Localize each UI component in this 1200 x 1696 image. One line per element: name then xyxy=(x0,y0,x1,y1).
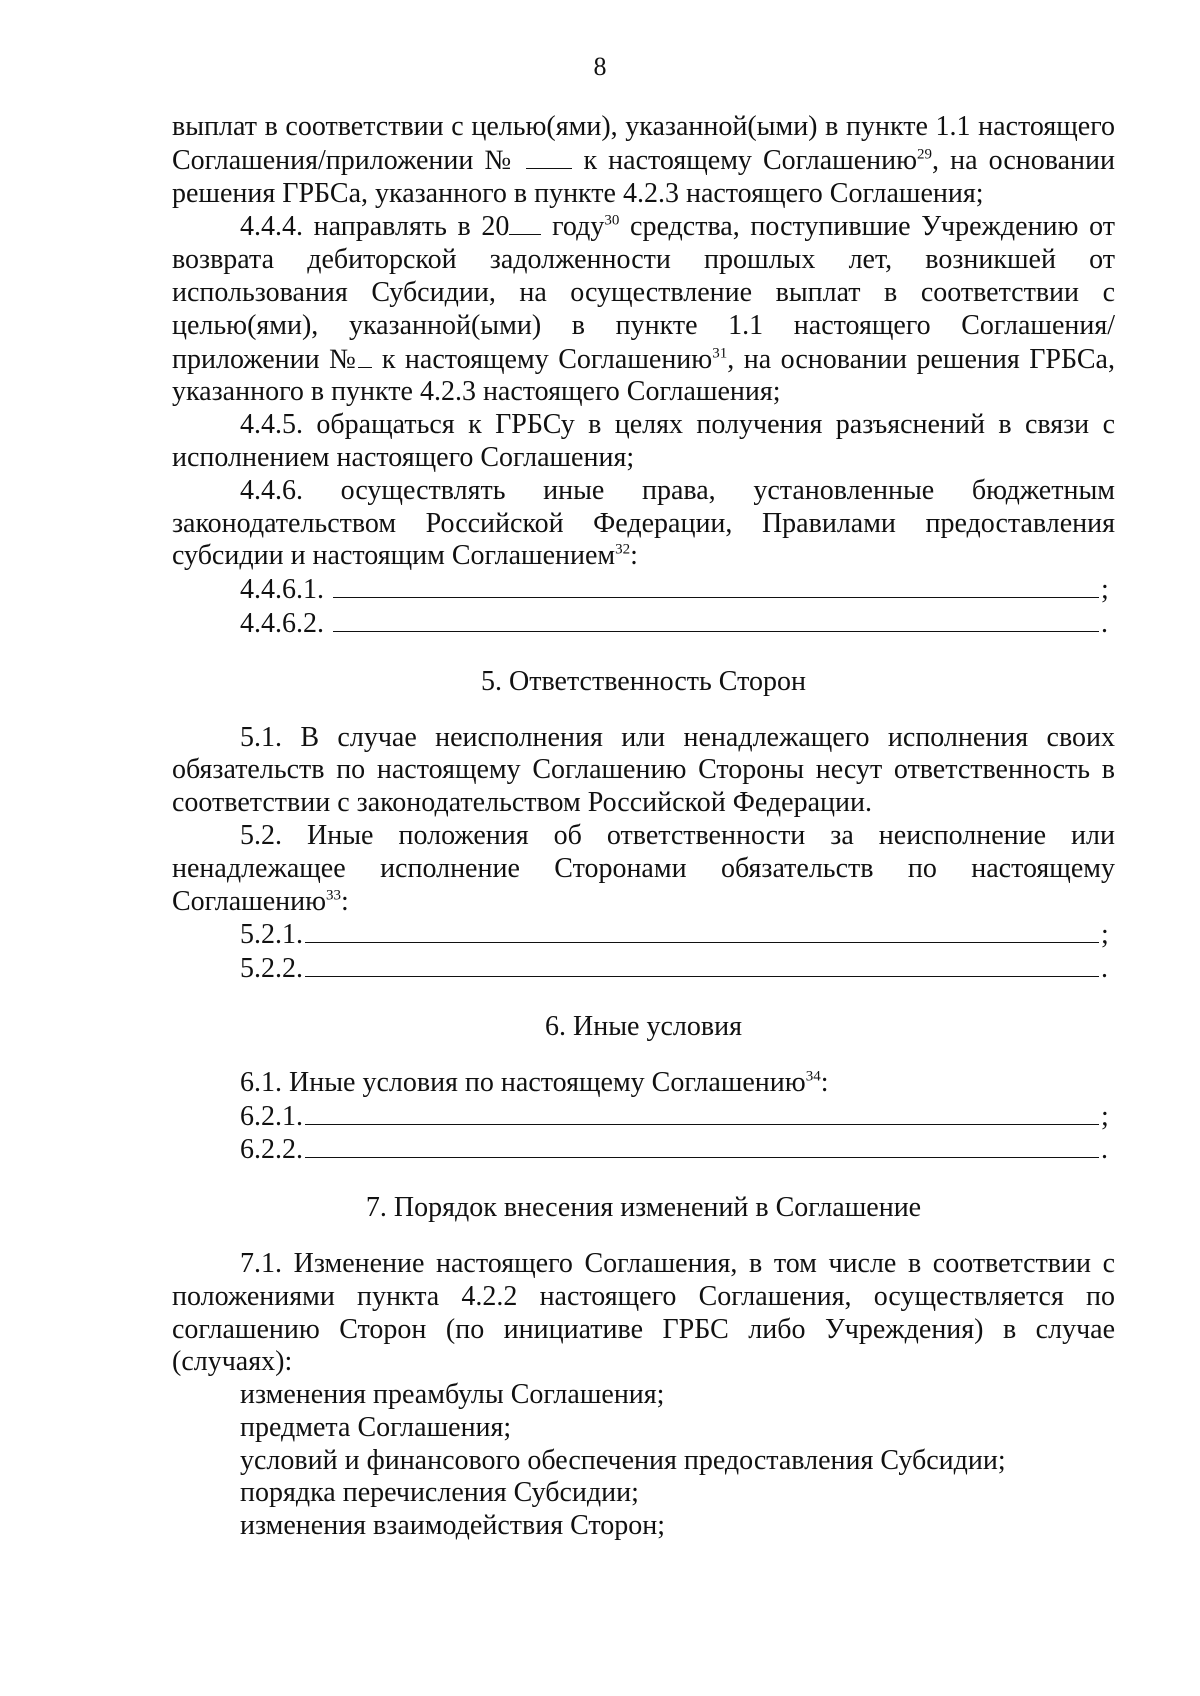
blank-field xyxy=(305,918,1099,943)
fill-line-4-4-6-1: 4.4.6.1. ; xyxy=(240,574,1109,606)
blank-number xyxy=(526,144,572,169)
clause-4-4-4: 4.4.4. направлять в 20 году$^{30}$ средства, поступившие Учреждению от возврата дебиторской задолженности прошлых лет, возникшей от использования Субсидии, на осуществление выплат в соответствии с целью(ями), указанной(ыми) в пункте 1.1 настоящего Соглашения/приложении № к настоящему Соглашению$^{31}$, на основании решения ГРБСа, указанного в пункте 4.2.3 настоящего Соглашения; xyxy=(172,211,1116,408)
blank-field xyxy=(305,952,1099,977)
clause-5-1: 5.1. В случае неисполнения или ненадлежащего исполнения своих обязательств по настоящему Соглашению Стороны несут ответственность в соответствии с законодательством Российской Федерации. xyxy=(172,721,1115,819)
clause-5-2: 5.2. Иные положения об ответственности за неисполнение или ненадлежащее исполнение Сторонами обязательств по настоящему Соглашению$^{33}$: xyxy=(172,819,1115,917)
clause-4-4-5: 4.4.5. обращаться к ГРБСу в целях получения разъяснений в связи с исполнением настоящего Соглашения; xyxy=(172,409,1115,473)
clause-6-1: 6.1. Иные условия по настоящему Соглашению$^{34}$: xyxy=(240,1066,829,1098)
footnote-ref: 30 xyxy=(604,213,620,230)
clause-4-4-6: 4.4.6. осуществлять иные права, установленные бюджетным законодательством Российской Федерации, Правилами предоставления субсидии и настоящим Соглашением$^{32}$: xyxy=(172,474,1115,572)
fill-line-4-4-6-2: 4.4.6.2. . xyxy=(240,607,1108,639)
fill-line-6-2-1: 6.2.1. ; xyxy=(240,1100,1109,1132)
fill-line-6-2-2: 6.2.2. . xyxy=(240,1134,1108,1166)
blank-field xyxy=(333,607,1099,632)
fill-line-5-2-1: 5.2.1. ; xyxy=(240,919,1109,951)
footnote-ref: 29 xyxy=(917,146,933,163)
footnote-ref: 33 xyxy=(326,887,342,904)
clause-4-4-3-continuation: выплат в соответствии с целью(ями), указанной(ыми) в пункте 1.1 настоящего Соглашения/приложении № к настоящему Соглашению$^{29}$, на основании решения ГРБСа, указанного в пункте 4.2.3 настоящего Соглашения; xyxy=(172,111,1115,209)
section-heading-6: 6. Иные условия xyxy=(545,1010,742,1042)
blank-field xyxy=(333,573,1099,598)
list-item: изменения взаимодействия Сторон; xyxy=(240,1510,666,1542)
page-number: 8 xyxy=(593,52,607,81)
list-item: условий и финансового обеспечения предоставления Субсидии; xyxy=(240,1444,1006,1476)
blank-year xyxy=(509,210,541,235)
list-item: порядка перечисления Субсидии; xyxy=(240,1477,639,1509)
clause-7-1: 7.1. Изменение настоящего Соглашения, в том числе в соответствии с положениями пункта 4.2.2 настоящего Соглашения, осуществляется по соглашению Сторон (по инициативе ГРБС либо Учреждения) в случае (случаях): xyxy=(172,1247,1115,1378)
list-item: изменения преамбулы Соглашения; xyxy=(240,1379,665,1411)
section-heading-7: 7. Порядок внесения изменений в Соглашение xyxy=(365,1192,922,1224)
footnote-ref: 32 xyxy=(615,542,631,559)
blank-field xyxy=(305,1100,1099,1125)
blank-number xyxy=(358,343,372,368)
list-item: предмета Соглашения; xyxy=(240,1411,512,1443)
document-body xyxy=(172,111,1115,1543)
section-heading-5: 5. Ответственность Сторон xyxy=(481,665,806,697)
footnote-ref: 31 xyxy=(712,345,728,362)
fill-line-5-2-2: 5.2.2. . xyxy=(240,953,1108,985)
footnote-ref: 34 xyxy=(805,1068,821,1085)
blank-field xyxy=(305,1133,1099,1158)
